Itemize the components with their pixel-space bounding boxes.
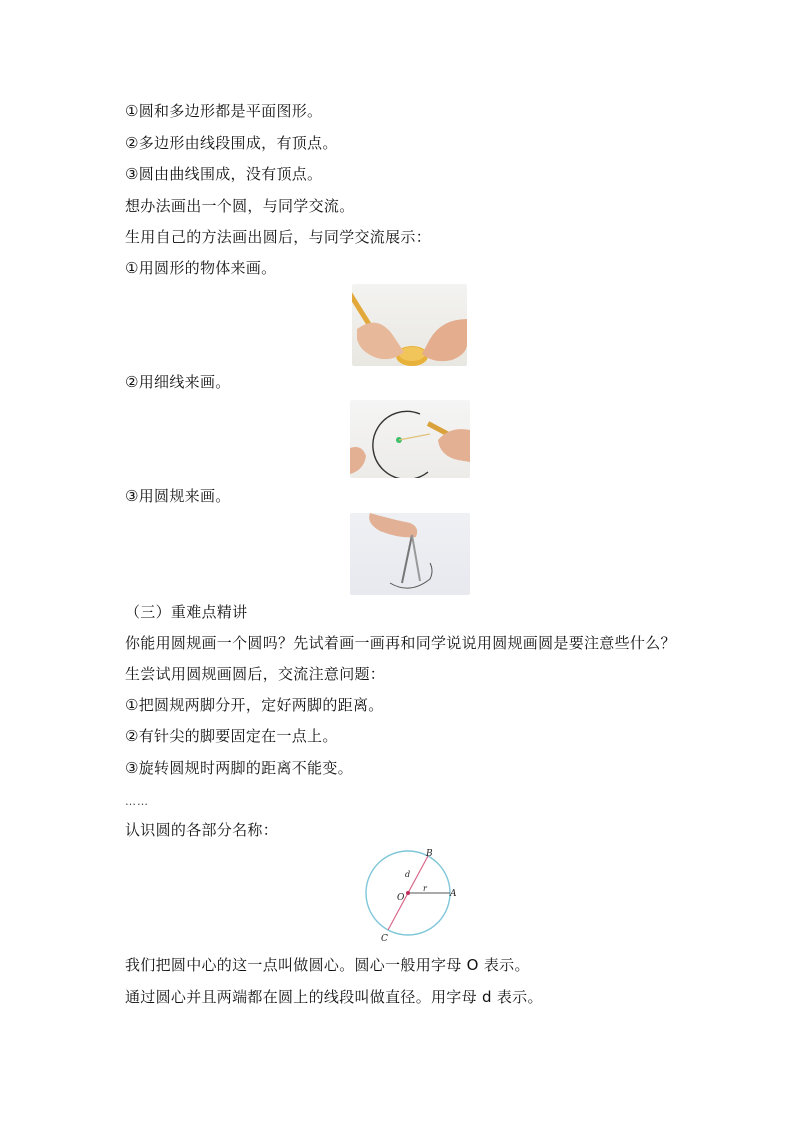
text-line-13: ③旋转圆规时两脚的距离不能变。	[125, 759, 353, 777]
label-d: d	[405, 870, 411, 879]
text-line-5: 生用自己的方法画出圆后，与同学交流展示：	[125, 228, 432, 246]
photo-string-illustration	[350, 400, 470, 478]
photo-round-object-illustration	[352, 284, 467, 366]
text-line-8: ③用圆规来画。	[125, 487, 231, 505]
circle-parts-svg	[360, 847, 470, 942]
text-line-14: 认识圆的各部分名称：	[125, 821, 279, 839]
text-line-7: ②用细线来画。	[125, 373, 231, 391]
circle-parts-diagram	[360, 847, 470, 942]
text-line-9: 你能用圆规画一个圆吗？先试着画一画再和同学说说用圆规画圆是要注意些什么？	[125, 634, 676, 652]
photo-compass	[350, 513, 470, 595]
text-line-10: 生尝试用圆规画圆后，交流注意问题：	[125, 665, 386, 683]
text-line-6: ①用圆形的物体来画。	[125, 259, 277, 277]
label-a: A	[450, 889, 457, 899]
label-b: B	[426, 849, 433, 859]
photo-compass-illustration	[350, 513, 470, 595]
text-line-16: 通过圆心并且两端都在圆上的线段叫做直径。用字母 d 表示。	[125, 988, 543, 1006]
text-line-11: ①把圆规两脚分开，定好两脚的距离。	[125, 696, 384, 714]
text-line-12: ②有针尖的脚要固定在一点上。	[125, 727, 338, 745]
text-line-15: 我们把圆中心的这一点叫做圆心。圆心一般用字母 O 表示。	[125, 956, 530, 974]
center-point	[406, 891, 410, 895]
text-line-2: ②多边形由线段围成，有顶点。	[125, 134, 338, 152]
section-heading: （三）重难点精讲	[125, 603, 248, 621]
photo-string	[350, 400, 470, 478]
text-line-4: 想办法画出一个圆，与同学交流。	[125, 197, 355, 215]
text-line-3: ③圆由曲线围成，没有顶点。	[125, 165, 323, 183]
label-o: O	[397, 893, 405, 903]
ellipsis: ……	[125, 795, 149, 808]
label-c: C	[381, 934, 388, 942]
text-line-1: ①圆和多边形都是平面图形。	[125, 102, 323, 120]
photo-round-object	[352, 284, 467, 366]
label-r: r	[423, 884, 427, 893]
